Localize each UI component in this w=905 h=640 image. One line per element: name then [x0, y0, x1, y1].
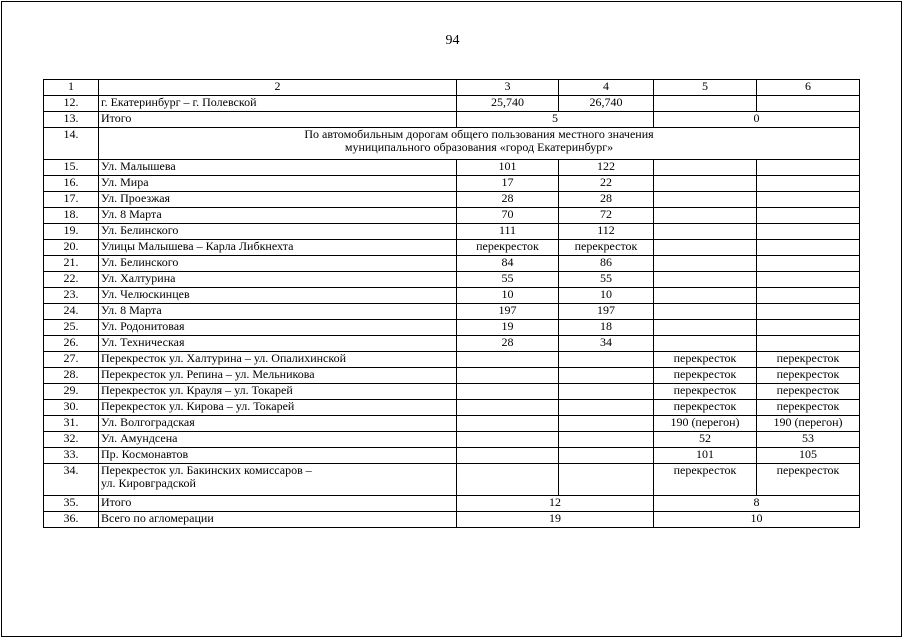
row-number: 33.	[44, 448, 99, 464]
cell-col5: перекресток	[654, 368, 757, 384]
table-row	[44, 176, 860, 192]
cell-col4	[559, 384, 654, 400]
row-number: 36.	[44, 512, 99, 528]
row-number: 20.	[44, 240, 99, 256]
cell-col6	[757, 224, 860, 240]
cell-col3: 197	[457, 304, 559, 320]
cell-col6	[757, 208, 860, 224]
row-number: 34.	[44, 464, 99, 496]
cell-col3: 111	[457, 224, 559, 240]
road-name: Ул. Челюскинцев	[99, 288, 457, 304]
cell-col6	[757, 96, 860, 112]
table-row	[44, 432, 860, 448]
cell-col5: 52	[654, 432, 757, 448]
cell-col5: 190 (перегон)	[654, 416, 757, 432]
cell-col6	[757, 240, 860, 256]
road-name: Ул. Проезжая	[99, 192, 457, 208]
cell-col5	[654, 160, 757, 176]
row-number: 32.	[44, 432, 99, 448]
table-row	[44, 208, 860, 224]
row-number: 19.	[44, 224, 99, 240]
road-name: Перекресток ул. Крауля – ул. Токарей	[99, 384, 457, 400]
cell-col56-total: 10	[654, 512, 860, 528]
cell-col4: 28	[559, 192, 654, 208]
table-row	[44, 368, 860, 384]
cell-col6	[757, 288, 860, 304]
cell-col4	[559, 448, 654, 464]
row-number: 27.	[44, 352, 99, 368]
section-heading	[99, 128, 860, 160]
subtotal-row	[44, 112, 860, 128]
table-row	[44, 192, 860, 208]
table-row	[44, 304, 860, 320]
cell-col5: перекресток	[654, 384, 757, 400]
header-cell-4: 4	[559, 80, 654, 96]
cell-col4: 10	[559, 288, 654, 304]
road-name: Улицы Малышева – Карла Либкнехта	[99, 240, 457, 256]
table-row	[44, 336, 860, 352]
header-cell-5: 5	[654, 80, 757, 96]
cell-col34-total: 5	[457, 112, 654, 128]
cell-col5	[654, 272, 757, 288]
row-number: 22.	[44, 272, 99, 288]
row-number: 14.	[44, 128, 99, 160]
cell-col5: перекресток	[654, 400, 757, 416]
cell-col3: 19	[457, 320, 559, 336]
cell-col34-total: 19	[457, 512, 654, 528]
row-number: 26.	[44, 336, 99, 352]
cell-col6: перекресток	[757, 368, 860, 384]
road-name: Ул. Халтурина	[99, 272, 457, 288]
cell-col4: 72	[559, 208, 654, 224]
cell-col3: перекресток	[457, 240, 559, 256]
cell-col5	[654, 176, 757, 192]
cell-col6: 190 (перегон)	[757, 416, 860, 432]
cell-col56-total: 0	[654, 112, 860, 128]
row-number: 31.	[44, 416, 99, 432]
road-name: Ул. Мира	[99, 176, 457, 192]
section-heading-line1: По автомобильным дорогам общего пользования местного значения	[304, 127, 654, 141]
cell-col6	[757, 176, 860, 192]
cell-col3: 101	[457, 160, 559, 176]
cell-col6: перекресток	[757, 400, 860, 416]
row-number: 30.	[44, 400, 99, 416]
table-row	[44, 256, 860, 272]
table-row	[44, 352, 860, 368]
row-number: 21.	[44, 256, 99, 272]
cell-col6	[757, 304, 860, 320]
cell-col4: 197	[559, 304, 654, 320]
cell-col3	[457, 448, 559, 464]
cell-col3	[457, 400, 559, 416]
cell-col3	[457, 352, 559, 368]
header-cell-6: 6	[757, 80, 860, 96]
cell-col5	[654, 288, 757, 304]
page-number: 94	[445, 33, 460, 48]
cell-col4: 18	[559, 320, 654, 336]
road-name: Пр. Космонавтов	[99, 448, 457, 464]
row-number: 23.	[44, 288, 99, 304]
grand-total-row	[44, 512, 860, 528]
road-name: г. Екатеринбург – г. Полевской	[99, 96, 457, 112]
cell-col6	[757, 272, 860, 288]
road-name: Ул. Родонитовая	[99, 320, 457, 336]
table-row	[44, 272, 860, 288]
cell-col3: 84	[457, 256, 559, 272]
cell-col5	[654, 96, 757, 112]
cell-col4: 26,740	[559, 96, 654, 112]
row-number: 29.	[44, 384, 99, 400]
cell-col5	[654, 192, 757, 208]
road-name: Ул. Белинского	[99, 256, 457, 272]
cell-col5: 101	[654, 448, 757, 464]
road-name: Перекресток ул. Халтурина – ул. Опалихинской	[99, 352, 457, 368]
cell-col3	[457, 368, 559, 384]
cell-col5	[654, 336, 757, 352]
cell-col56-total: 8	[654, 496, 860, 512]
cell-col3	[457, 384, 559, 400]
table-row	[44, 240, 860, 256]
cell-col5	[654, 304, 757, 320]
section-row	[44, 128, 860, 160]
cell-col4: 122	[559, 160, 654, 176]
table-row	[44, 288, 860, 304]
cell-col6: 105	[757, 448, 860, 464]
road-name-line1: Перекресток ул. Бакинских комиссаров –	[101, 463, 312, 477]
cell-col6: 53	[757, 432, 860, 448]
cell-col3: 10	[457, 288, 559, 304]
cell-col4: 86	[559, 256, 654, 272]
road-name: Ул. 8 Марта	[99, 304, 457, 320]
cell-col5	[654, 224, 757, 240]
table-row	[44, 416, 860, 432]
header-cell-1: 1	[44, 80, 99, 96]
cell-col6	[757, 160, 860, 176]
cell-col4: 34	[559, 336, 654, 352]
row-number: 24.	[44, 304, 99, 320]
row-number: 15.	[44, 160, 99, 176]
table-row	[44, 320, 860, 336]
table-row	[44, 464, 860, 496]
road-name: Ул. Амундсена	[99, 432, 457, 448]
cell-col4	[559, 432, 654, 448]
cell-col4	[559, 416, 654, 432]
row-number: 18.	[44, 208, 99, 224]
cell-col6: перекресток	[757, 352, 860, 368]
cell-col6	[757, 336, 860, 352]
cell-col3	[457, 464, 559, 496]
road-name: Итого	[99, 112, 457, 128]
row-number: 35.	[44, 496, 99, 512]
cell-col4: 112	[559, 224, 654, 240]
subtotal-row	[44, 496, 860, 512]
cell-col6	[757, 256, 860, 272]
row-number: 16.	[44, 176, 99, 192]
traffic-table	[43, 79, 860, 528]
header-cell-3: 3	[457, 80, 559, 96]
cell-col3	[457, 416, 559, 432]
cell-col4	[559, 400, 654, 416]
cell-col5	[654, 208, 757, 224]
cell-col3: 28	[457, 336, 559, 352]
cell-col4: 55	[559, 272, 654, 288]
table-row	[44, 96, 860, 112]
cell-col6: перекресток	[757, 384, 860, 400]
road-name: Ул. Белинского	[99, 224, 457, 240]
cell-col6	[757, 192, 860, 208]
table-row	[44, 160, 860, 176]
cell-col6	[757, 320, 860, 336]
cell-col5: перекресток	[654, 352, 757, 368]
cell-col5: перекресток	[654, 464, 757, 496]
header-row	[44, 80, 860, 96]
cell-col3	[457, 432, 559, 448]
cell-col5	[654, 256, 757, 272]
cell-col5	[654, 320, 757, 336]
header-cell-2: 2	[99, 80, 457, 96]
cell-col6: перекресток	[757, 464, 860, 496]
row-number: 12.	[44, 96, 99, 112]
road-name: Ул. Техническая	[99, 336, 457, 352]
road-name: Всего по агломерации	[99, 512, 457, 528]
cell-col4: перекресток	[559, 240, 654, 256]
cell-col4	[559, 464, 654, 496]
road-name	[99, 464, 457, 496]
table-row	[44, 400, 860, 416]
cell-col4: 22	[559, 176, 654, 192]
road-name: Перекресток ул. Репина – ул. Мельникова	[99, 368, 457, 384]
row-number: 13.	[44, 112, 99, 128]
row-number: 28.	[44, 368, 99, 384]
road-name-line2: ул. Кировградской	[101, 476, 196, 490]
cell-col3: 55	[457, 272, 559, 288]
road-name: Ул. 8 Марта	[99, 208, 457, 224]
road-name: Перекресток ул. Кирова – ул. Токарей	[99, 400, 457, 416]
cell-col3: 70	[457, 208, 559, 224]
row-number: 25.	[44, 320, 99, 336]
cell-col5	[654, 240, 757, 256]
table-row	[44, 448, 860, 464]
cell-col4	[559, 352, 654, 368]
cell-col34-total: 12	[457, 496, 654, 512]
cell-col3: 25,740	[457, 96, 559, 112]
table-row	[44, 224, 860, 240]
cell-col4	[559, 368, 654, 384]
road-name: Итого	[99, 496, 457, 512]
cell-col3: 17	[457, 176, 559, 192]
road-name: Ул. Малышева	[99, 160, 457, 176]
cell-col3: 28	[457, 192, 559, 208]
table-row	[44, 384, 860, 400]
road-name: Ул. Волгоградская	[99, 416, 457, 432]
row-number: 17.	[44, 192, 99, 208]
section-heading-line2: муниципального образования «город Екатеринбург»	[344, 140, 614, 154]
